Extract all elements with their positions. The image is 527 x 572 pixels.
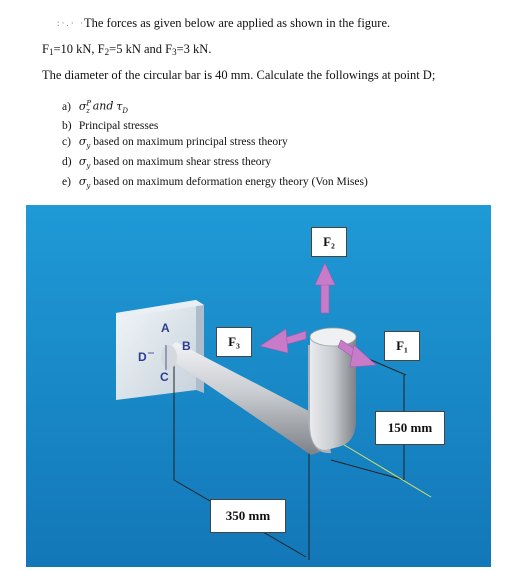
- intro-line: The forces as given below are applied as shown in the figure.: [84, 16, 391, 30]
- sigma-y-symbol: $\sigma_y$: [78, 155, 91, 171]
- task-a: [62, 96, 368, 119]
- sigma-y-symbol: $\sigma_y$: [78, 134, 91, 151]
- task-text: Principal stresses: [78, 119, 159, 132]
- diameter-line: The diameter of the circular bar is 40 mm. Calculate the followings at point D;: [42, 68, 436, 82]
- task-text: based on maximum principal stress theory: [93, 135, 288, 148]
- task-letter: d): [62, 156, 72, 169]
- f2-label: F₂: [311, 227, 347, 257]
- force-f3-value: 3 kN: [183, 42, 209, 56]
- f3-label: F₃: [216, 327, 252, 357]
- task-c: [62, 134, 368, 154]
- sigma-symbol: $\sigma^P_z$: [78, 99, 92, 115]
- task-e: [62, 174, 368, 194]
- beam-figure: [26, 205, 491, 567]
- task-letter: b): [62, 119, 72, 132]
- task-letter: e): [62, 176, 71, 189]
- blurred-marker: :·.· ·: [57, 18, 85, 28]
- point-d-label: D: [138, 350, 147, 364]
- dimension-150-label: 150 mm: [375, 411, 445, 445]
- task-text: and: [92, 99, 114, 113]
- force-f1-value: 10 kN: [60, 42, 92, 56]
- f1-label: F₁: [384, 331, 420, 361]
- point-b-label: B: [182, 339, 191, 353]
- task-text: based on maximum shear stress theory: [93, 156, 272, 169]
- task-letter: c): [62, 135, 71, 148]
- forces-line: $F_1=10$ kN, $F_2=5$ kN and $F_3=3$ kN.: [42, 42, 212, 57]
- task-d: [62, 154, 368, 174]
- sigma-y-symbol: $\sigma_y$: [78, 175, 91, 191]
- task-letter: a): [62, 100, 71, 113]
- point-c-label: C: [160, 370, 169, 384]
- force-f2-value: 5 kN: [116, 42, 141, 56]
- task-b: [62, 119, 368, 134]
- point-a-label: A: [161, 321, 170, 335]
- task-text: based on maximum deformation energy theory (Von Mises): [93, 176, 368, 189]
- tau-symbol: $\tau_D$: [116, 99, 128, 115]
- dimension-350-label: 350 mm: [210, 499, 286, 533]
- task-list: [62, 96, 368, 194]
